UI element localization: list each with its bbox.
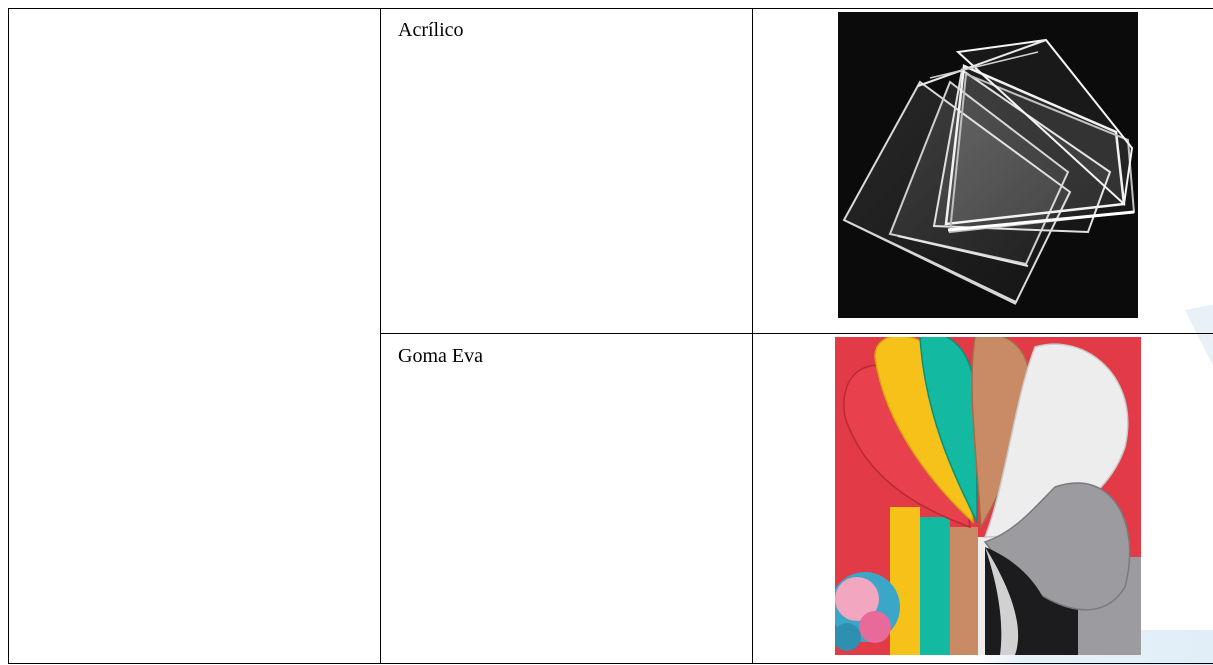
table-border-left <box>8 8 9 664</box>
eva-foam-sheets-photo-icon <box>835 337 1141 655</box>
table-border-bottom <box>8 663 1213 664</box>
table-col-divider-1 <box>380 8 381 664</box>
table-border-top <box>8 8 1213 9</box>
material-name-acrylic: Acrílico <box>398 19 464 41</box>
table-border-mid <box>380 333 1213 334</box>
watermark-decoration <box>1175 300 1213 420</box>
acrylic-sheets-photo-icon <box>838 12 1138 318</box>
material-name-eva-foam: Goma Eva <box>398 345 483 367</box>
table-col-divider-2 <box>752 8 753 664</box>
